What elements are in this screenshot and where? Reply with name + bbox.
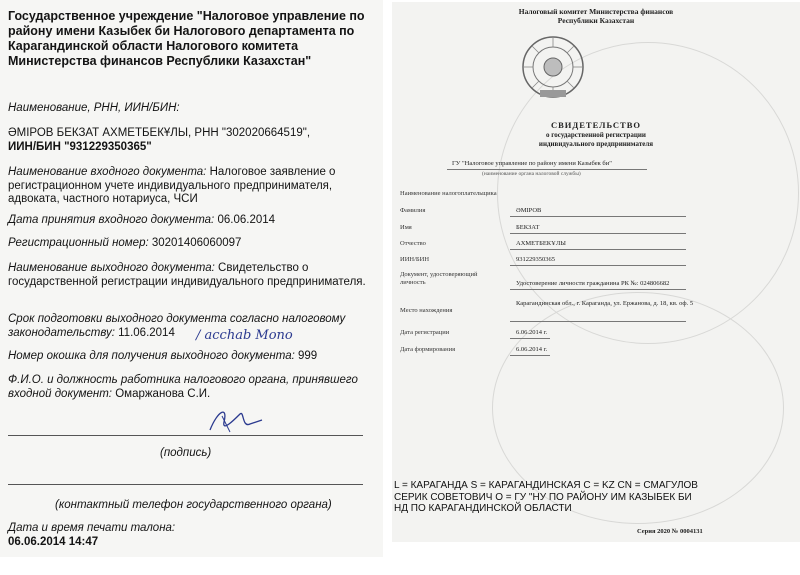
certificate-subtitle <box>392 131 800 149</box>
reg-number-value: 30201406060097 <box>151 237 242 249</box>
field-label-taxpayer-name: Наименование налогоплательщика <box>400 190 497 197</box>
field-label-iin: ИИН/БИН <box>400 256 430 263</box>
field-underline <box>510 338 550 339</box>
accept-date-block <box>8 214 377 228</box>
applicant-value <box>8 127 377 154</box>
input-document-value: Налоговое заявление о регистрационном учете индивидуального предпринимателя, адвоката, частного нотариуса, ЧСИ <box>8 166 336 205</box>
digital-signature-text: L = КАРАГАНДА S = КАРАГАНДИНСКАЯ С = KZ CN = СМАГУЛОВ СЕРИК СОВЕТОВИЧ O = ГУ "НУ ПО РАЙОНУ ИМ КАЗЫБЕК БИ НД ПО КАРАГАНДИНСКОЙ ОБЛАСТИ <box>394 480 698 514</box>
output-document-label: Наименование выходного документа: <box>8 262 215 274</box>
phone-caption: (контактный телефон государственного органа) <box>55 499 332 511</box>
output-document-block <box>8 262 377 289</box>
signature-caption: (подпись) <box>160 447 212 459</box>
field-label-reg-date: Дата регистрации <box>400 329 450 336</box>
certificate-header <box>392 7 800 25</box>
subtitle-line2: индивидуального предпринимателя <box>538 140 654 148</box>
field-value-name: БЕКЗАТ <box>516 224 540 231</box>
field-value-id-document: Удостоверение личности гражданина РК №: 024806682 <box>516 280 670 287</box>
state-emblem-icon <box>520 34 586 100</box>
field-value-formation-date: 6.06.2014 г. <box>516 346 548 353</box>
print-label: Дата и время печати талона: <box>8 522 176 534</box>
field-underline <box>510 265 686 266</box>
print-value: 06.06.2014 14:47 <box>8 535 99 548</box>
certificate-page <box>392 2 800 542</box>
certificate-title: СВИДЕТЕЛЬСТВО <box>551 120 641 130</box>
applicant-value-line2: ИИН/БИН "931229350365" <box>8 140 152 153</box>
field-label-formation-date: Дата формирования <box>400 346 456 353</box>
field-underline <box>510 249 686 250</box>
authority-caption: (наименование органа налоговой службы) <box>482 171 581 177</box>
header-line2: Республики Казахстан <box>557 16 635 25</box>
field-value-reg-date: 6.06.2014 г. <box>516 329 548 336</box>
window-value: 999 <box>298 350 318 362</box>
field-value-patronymic: АХМЕТБЕКҰЛЫ <box>516 240 566 247</box>
output-document-value: Свидетельство о государственной регистрации индивидуального предпринимателя. <box>8 262 366 288</box>
subtitle-line1: о государственной регистрации <box>546 131 646 139</box>
officer-label: Ф.И.О. и должность работника налогового органа, принявшего входной документ: <box>8 374 358 400</box>
applicant-label: Наименование, РНН, ИИН/БИН: <box>8 102 180 114</box>
field-label-id-document: Документ, удостоверяющий личность <box>400 271 478 286</box>
deadline-label: Срок подготовки выходного документа согласно налоговому законодательству: <box>8 313 346 339</box>
phone-caption-wrap <box>55 499 377 513</box>
receipt-page <box>0 0 383 557</box>
reg-number-block <box>8 237 377 251</box>
print-block <box>8 522 377 549</box>
issuing-authority: ГУ "Налоговое управление по району имени Казыбек би" <box>452 160 612 167</box>
handwritten-note: / acchab Mono <box>196 328 293 343</box>
officer-block <box>8 374 377 401</box>
field-label-name: Имя <box>400 224 412 231</box>
window-block <box>8 350 377 364</box>
applicant-value-line1: ӘМІРОВ БЕКЗАТ АХМЕТБЕКҰЛЫ, РНН "302020664519", <box>8 127 311 139</box>
accept-date-value: 06.06.2014 <box>217 214 276 226</box>
window-label: Номер окошка для получения выходного документа: <box>8 350 295 362</box>
field-underline <box>510 289 686 290</box>
reg-number-label: Регистрационный номер: <box>8 237 149 249</box>
input-document-label: Наименование входного документа: <box>8 166 207 178</box>
field-underline <box>510 216 686 217</box>
applicant-block <box>8 102 377 116</box>
organization-name: Государственное учреждение "Налоговое управление по району имени Казыбек би Налогового департамента по Карагандинской области Налогового комитета Министерства финансов Республики Казахстан" <box>8 9 365 68</box>
field-label-location: Место нахождения <box>400 307 453 314</box>
header-line1: Налоговый комитет Министерства финансов <box>518 7 674 16</box>
accept-date-label: Дата принятия входного документа: <box>8 214 215 226</box>
authority-underline <box>447 169 647 170</box>
phone-line <box>8 484 363 485</box>
signature-line <box>8 435 363 436</box>
field-underline <box>510 355 550 356</box>
officer-signature <box>200 402 270 438</box>
field-underline <box>510 233 686 234</box>
field-label-patronymic: Отчество <box>400 240 426 247</box>
field-value-location: Карагандинская обл., г. Караганда, ул. Ержанова, д. 18, кв. оф. 5 <box>516 300 694 307</box>
input-document-block <box>8 166 377 207</box>
field-value-surname: ӘМІРОВ <box>516 207 542 214</box>
deadline-value: 11.06.2014 <box>118 326 175 339</box>
certificate-series: Серия 2020 № 0004131 <box>637 528 703 535</box>
field-label-surname: Фамилия <box>400 207 426 214</box>
officer-value: Омаржанова С.И. <box>115 387 211 400</box>
field-underline <box>510 321 686 322</box>
field-value-iin: 931229350365 <box>516 256 555 263</box>
signature-caption-wrap <box>160 447 377 461</box>
